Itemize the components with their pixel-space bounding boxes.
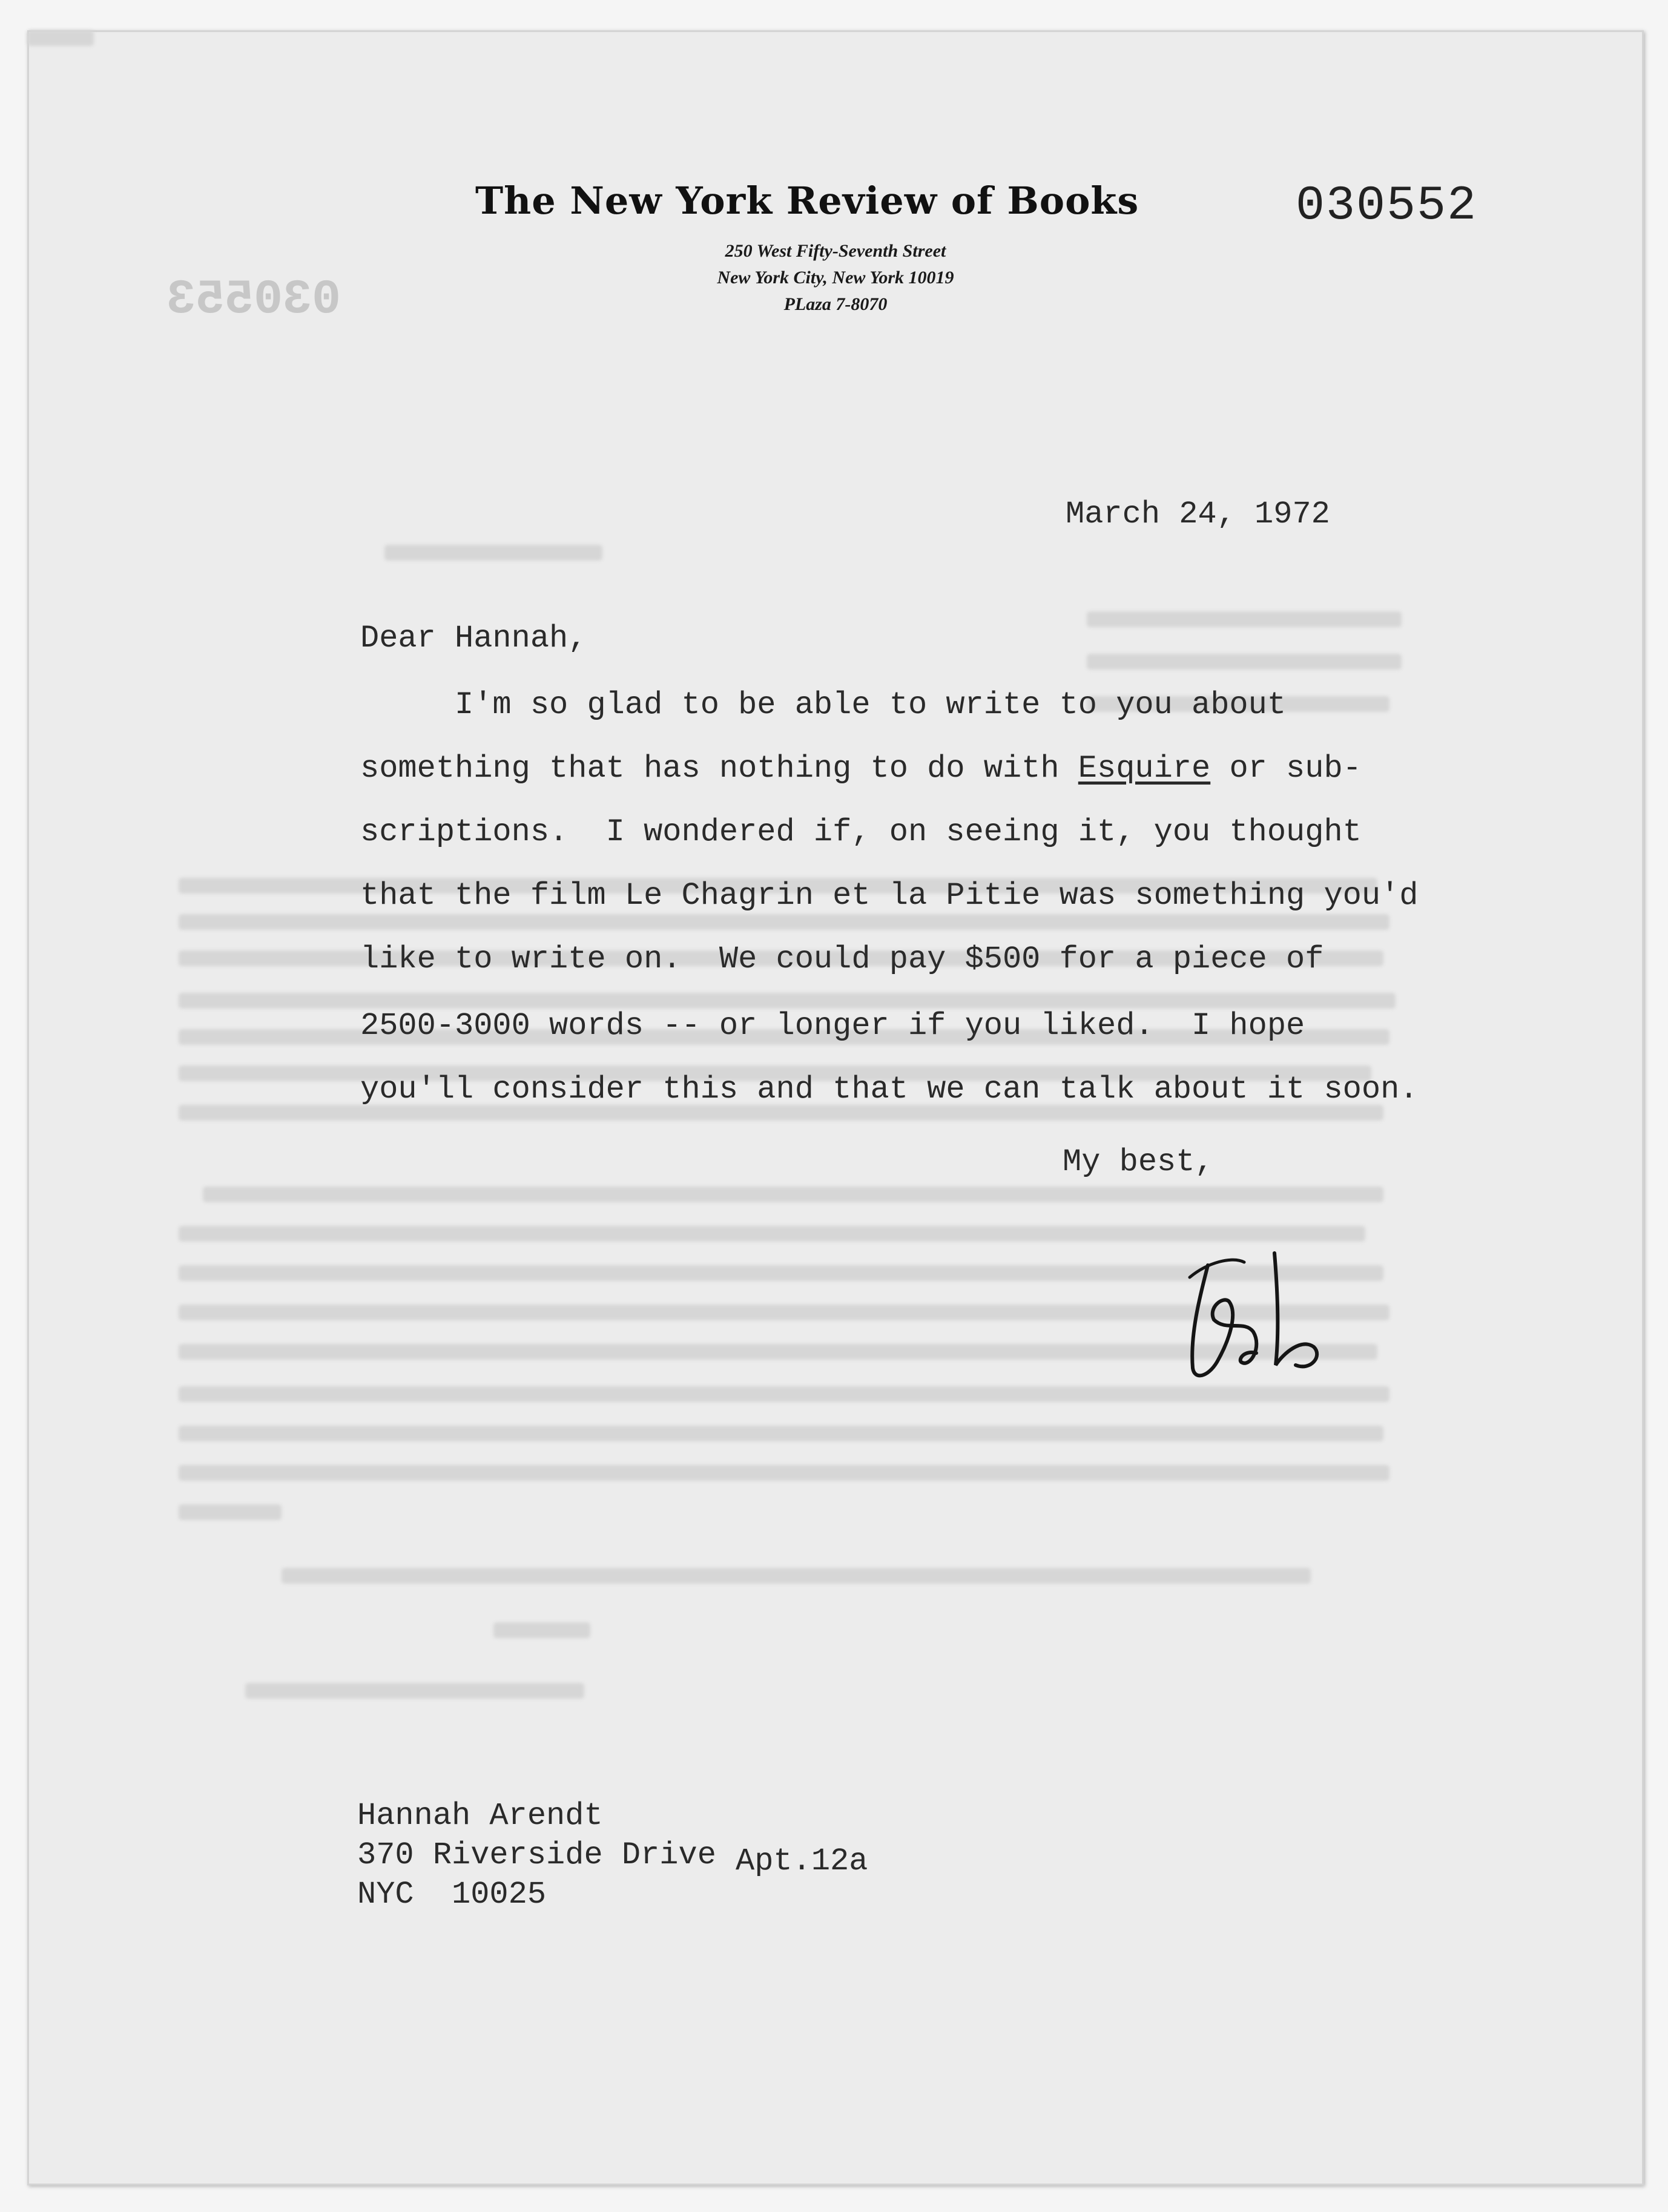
- body-line: like to write on. We could pay $500 for a piece of: [360, 941, 1324, 977]
- body-line: scriptions. I wondered if, on seeing it, you thought: [360, 814, 1362, 850]
- body-line: you'll consider this and that we can talk about it soon.: [360, 1071, 1419, 1107]
- underlined-publication: Esquire: [1078, 751, 1211, 786]
- recipient-apartment: Apt.12a: [736, 1843, 868, 1879]
- letterhead-street: 250 West Fifty-Seventh Street: [725, 241, 946, 261]
- body-line: [360, 751, 1362, 786]
- body-line: 2500-3000 words -- or longer if you liked. I hope: [360, 1008, 1305, 1044]
- body-line: I'm so glad to be able to write to you about: [360, 687, 1287, 723]
- letterhead-title: The New York Review of Books: [475, 179, 1139, 223]
- handwritten-signature: [1172, 1241, 1353, 1386]
- letter-date: March 24, 1972: [1066, 496, 1330, 532]
- closing: My best,: [1063, 1144, 1214, 1180]
- salutation: Dear Hannah,: [360, 620, 587, 656]
- recipient-city: NYC 10025: [357, 1877, 547, 1912]
- letter-sheet: [27, 30, 1644, 2185]
- body-line-tail: or sub-: [1210, 751, 1362, 786]
- bleed-through-number: 030553: [166, 272, 341, 328]
- recipient-name: Hannah Arendt: [357, 1798, 603, 1834]
- document-number: 030552: [1296, 179, 1478, 234]
- letterhead-phone: PLaza 7-8070: [783, 294, 888, 314]
- body-line-text: something that has nothing to do with: [360, 751, 1078, 786]
- body-line: that the film Le Chagrin et la Pitie was something you'd: [360, 878, 1419, 913]
- recipient-street: 370 Riverside Drive: [357, 1837, 716, 1873]
- letterhead-city: New York City, New York 10019: [717, 268, 954, 288]
